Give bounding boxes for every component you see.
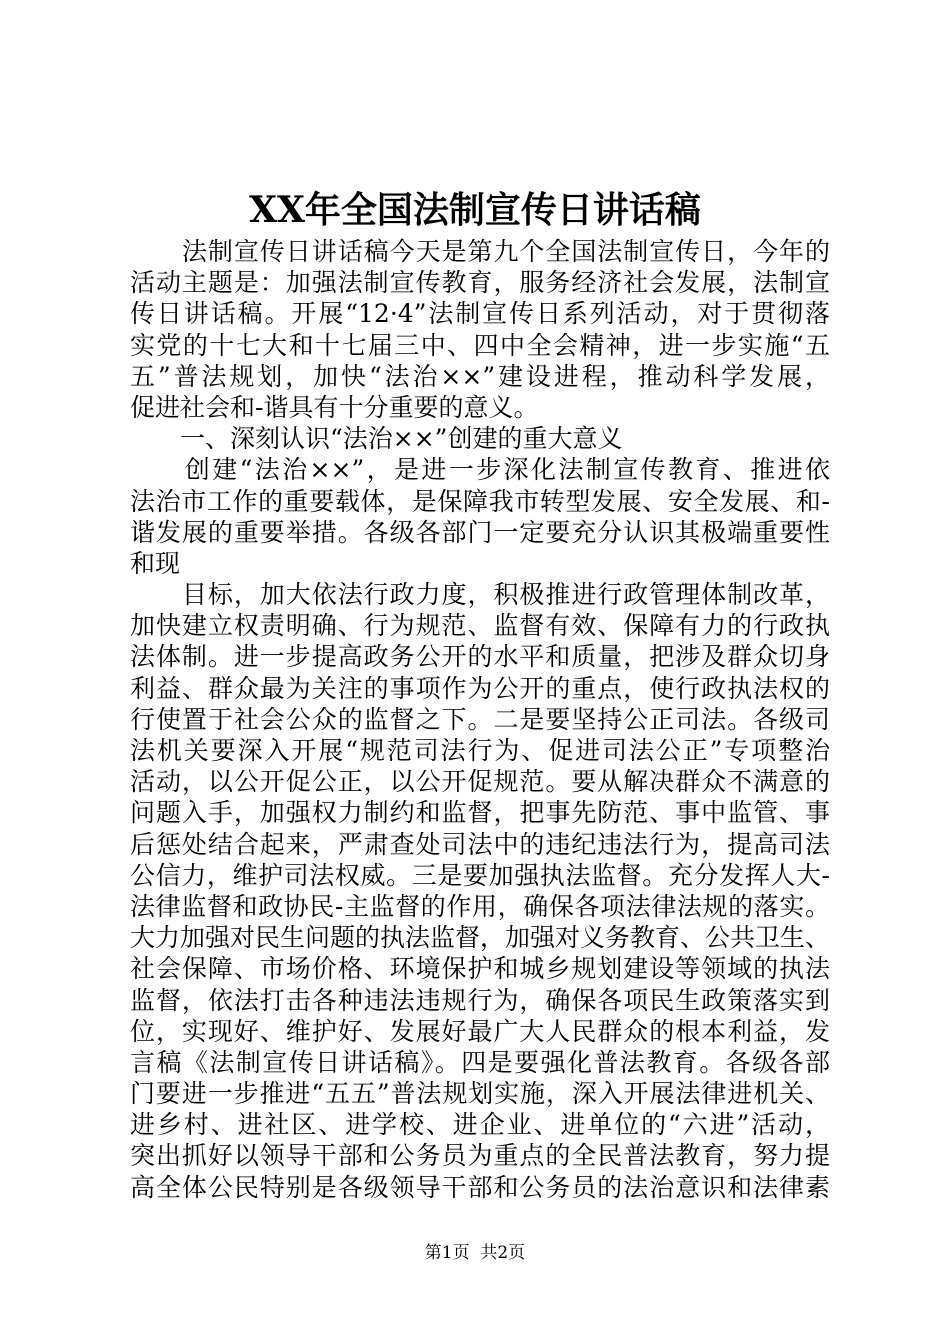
text-line: 进乡村、进社区、进学校、进企业、进单位的“六进”活动， [130,1110,830,1140]
text-line: 位，实现好、维护好、发展好最广大人民群众的根本利益，发 [130,1016,830,1046]
text-line: 公信力，维护司法权威。三是要加强执法监督。充分发挥人大- [130,860,830,890]
text-line: 利益、群众最为关注的事项作为公开的重点，使行政执法权的 [130,673,830,703]
text-line: 促进社会和-谐具有十分重要的意义。 [130,392,539,422]
document-body [130,236,830,1203]
text-line: 社会保障、市场价格、环境保护和城乡规划建设等领域的执法 [130,954,830,984]
text-line: 目标，加大依法行政力度，积极推进行政管理体制改革， [130,580,830,610]
text-line: 创建“法治××”，是进一步深化法制宣传教育、推进依 [130,455,830,485]
text-line: 活动主题是：加强法制宣传教育，服务经济社会发展，法制宣 [130,268,830,298]
text-line: 法体制。进一步提高政务公开的水平和质量，把涉及群众切身 [130,642,830,672]
text-line: 谐发展的重要举措。各级各部门一定要充分认识其极端重要性 [130,517,830,547]
text-line: 五”普法规划，加快“法治××”建设进程，推动科学发展， [130,361,830,391]
text-line: 后惩处结合起来，严肃查处司法中的违纪违法行为，提高司法 [130,829,830,859]
text-line: 实党的十七大和十七届三中、四中全会精神，进一步实施“五 [130,330,830,360]
text-line: 法制宣传日讲话稿今天是第九个全国法制宣传日，今年的 [130,237,830,266]
text-line: 突出抓好以领导干部和公务员为重点的全民普法教育，努力提 [130,1141,830,1171]
text-line: 和现 [130,548,181,578]
text-line: 行使置于社会公众的监督之下。二是要坚持公正司法。各级司 [130,704,830,734]
page-title: XX年全国法制宣传日讲话稿 [249,189,701,231]
text-line: 一、深刻认识“法治××”创建的重大意义 [130,424,623,454]
text-line: 言稿《法制宣传日讲话稿》。四是要强化普法教育。各级各部 [130,1047,830,1077]
text-line: 活动，以公开促公正，以公开促规范。要从解决群众不满意的 [130,767,830,797]
text-line: 加快建立权责明确、行为规范、监督有效、保障有力的行政执 [130,611,830,641]
text-line: 法治市工作的重要载体，是保障我市转型发展、安全发展、和- [130,486,830,516]
text-line: 门要进一步推进“五五”普法规划实施，深入开展法律进机关、 [130,1079,830,1109]
text-line: 法律监督和政协民-主监督的作用，确保各项法律法规的落实。 [130,891,830,921]
text-line: 问题入手，加强权力制约和监督，把事先防范、事中监管、事 [130,798,830,828]
text-line: 监督，依法打击各种违法违规行为，确保各项民生政策落实到 [130,985,830,1015]
text-line: 传日讲话稿。开展“12·4”法制宣传日系列活动，对于贯彻落 [130,299,830,329]
page-footer: 第1页 共2页 [424,1243,526,1263]
text-line: 高全体公民特别是各级领导干部和公务员的法治意识和法律素 [130,1172,830,1202]
text-line: 大力加强对民生问题的执法监督，加强对义务教育、公共卫生、 [130,923,831,953]
text-line: 法机关要深入开展“规范司法行为、促进司法公正”专项整治 [130,736,830,765]
